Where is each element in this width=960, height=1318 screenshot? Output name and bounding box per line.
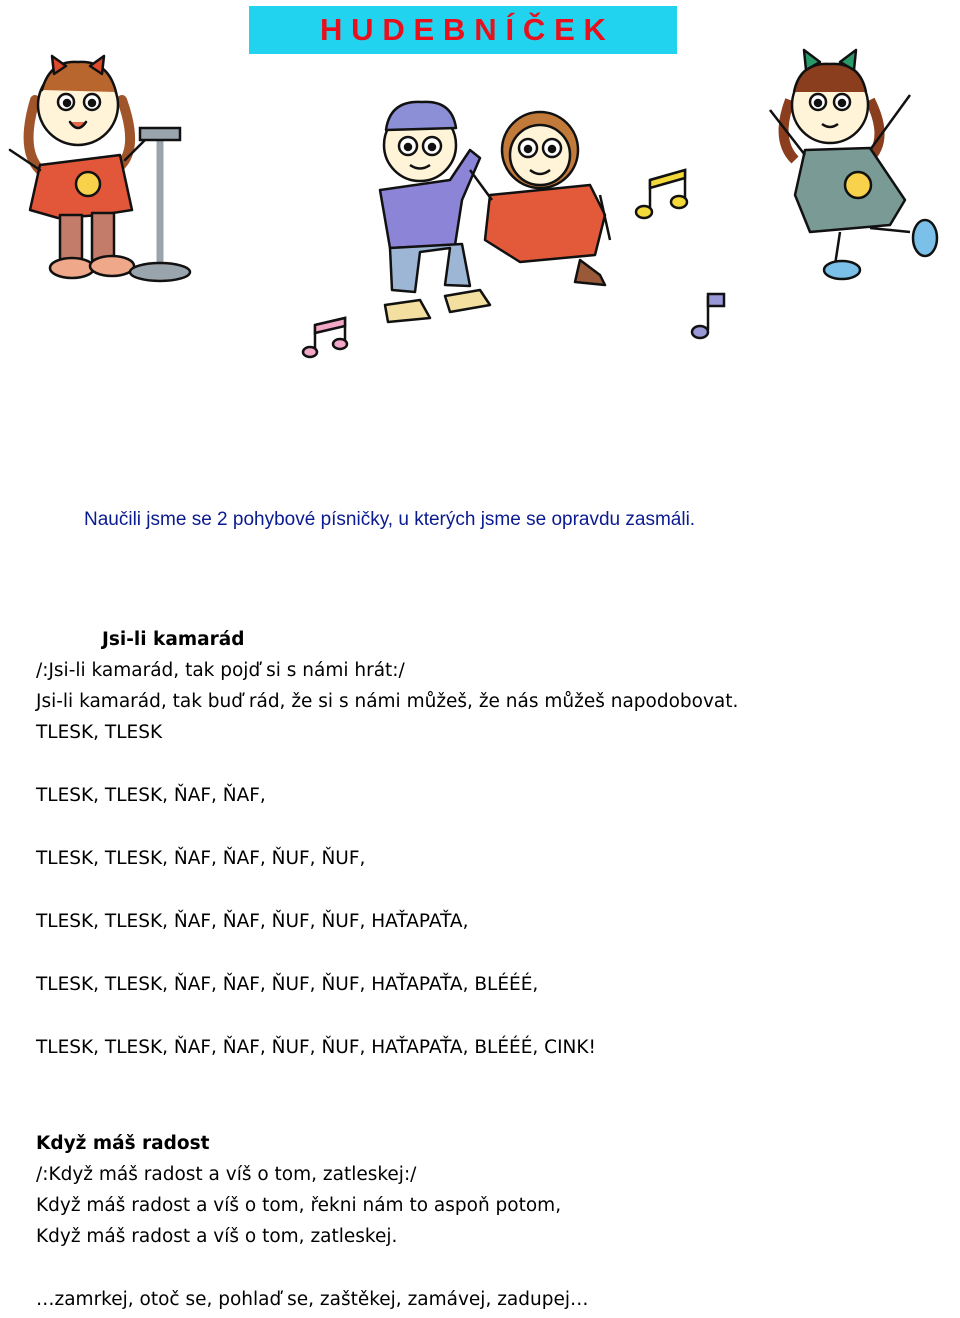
refrain-line: TLESK, TLESK, ŇAF, ŇAF, bbox=[36, 785, 266, 806]
dancing-girl-icon bbox=[470, 112, 610, 285]
song-line: Když máš radost a víš o tom, řekni nám to aspoň potom, bbox=[36, 1195, 562, 1216]
intro-text: Naučili jsme se 2 pohybové písničky, u kterých jsme se opravdu zasmáli. bbox=[84, 509, 696, 530]
song-heading: Když máš radost bbox=[36, 1133, 210, 1154]
song-outro: …zamrkej, otoč se, pohlaď se, zaštěkej, zamávej, zadupej… bbox=[36, 1289, 589, 1310]
refrain-line: TLESK, TLESK, ŇAF, ŇAF, ŇUF, ŇUF, HAŤAPAŤA, BLÉÉÉ, CINK! bbox=[36, 1037, 596, 1058]
song-kdyz-mas-radost bbox=[36, 1128, 588, 1315]
refrain-line: TLESK, TLESK, ŇAF, ŇAF, ŇUF, ŇUF, HAŤAPAŤA, BLÉÉÉ, bbox=[36, 974, 539, 995]
song-line: /:Když máš radost a víš o tom, zatleskej:/ bbox=[36, 1164, 417, 1185]
page-title: H U D E B N Í Č E K bbox=[249, 6, 677, 54]
dancing-boy-icon bbox=[380, 102, 490, 322]
song-heading: Jsi-li kamarád bbox=[102, 629, 245, 650]
song-jsi-li-kamarad bbox=[36, 624, 738, 1063]
refrain-line: TLESK, TLESK, ŇAF, ŇAF, ŇUF, ŇUF, bbox=[36, 848, 366, 869]
song-line: /:Jsi-li kamarád, tak pojď si s námi hrát:/ bbox=[36, 660, 405, 681]
refrain-line: TLESK, TLESK, ŇAF, ŇAF, ŇUF, ŇUF, HAŤAPAŤA, bbox=[36, 911, 469, 932]
song-line: TLESK, TLESK bbox=[36, 722, 163, 743]
song-line: Když máš radost a víš o tom, zatleskej. bbox=[36, 1226, 398, 1247]
singing-girl-icon bbox=[10, 56, 145, 278]
illustration bbox=[0, 0, 960, 380]
microphone-icon bbox=[130, 128, 190, 281]
jumping-girl-icon bbox=[770, 50, 937, 279]
song-line: Jsi-li kamarád, tak buď rád, že si s námi můžeš, že nás můžeš napodobovat. bbox=[36, 691, 739, 712]
